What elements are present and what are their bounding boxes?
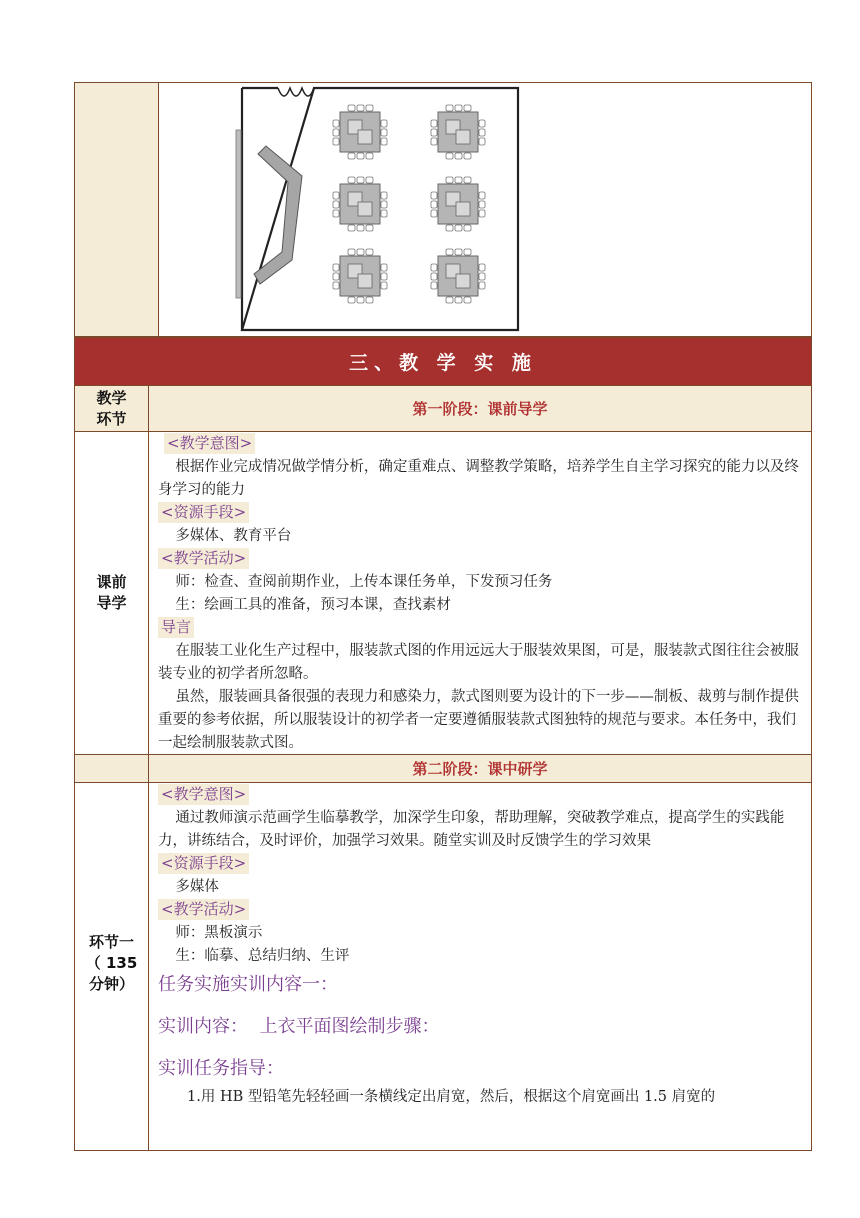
row2-resource-text: 多媒体 <box>175 879 219 895</box>
border-after-stage2 <box>75 782 811 783</box>
border-after-banner <box>75 385 811 386</box>
classroom-layout-diagram <box>230 84 530 336</box>
header-row-label <box>75 386 148 431</box>
task-title-2: 实训内容： 上衣平面图绘制步骤： <box>158 1016 440 1037</box>
row1-label <box>75 572 148 614</box>
step-1-text: 1.用 HB 型铅笔先轻轻画一条横线定出肩宽，然后，根据这个肩宽画出 1.5 肩宽的 <box>187 1089 716 1105</box>
row2-student-text: 生：临摹、总结归纳、生评 <box>175 948 350 964</box>
border-right <box>811 82 812 1151</box>
row2-resource-tag: <资源手段> <box>158 853 249 874</box>
border-after-header <box>75 431 811 432</box>
row2-label-line1: 环节一 <box>88 933 134 951</box>
row2-label <box>75 932 148 995</box>
row1-intro-p1: 在服装工业化生产过程中，服装款式图的作用远远大于服装效果图，可是，服装款式图往往会被服装专业的初学者所忽略。 <box>158 643 799 682</box>
task-title-3: 实训任务指导： <box>158 1058 284 1079</box>
row1-intro-tag: 导言 <box>158 617 194 638</box>
desk-cluster <box>333 249 387 303</box>
row1-activity-tag: <教学活动> <box>158 548 249 569</box>
row2-intent-tag: <教学意图> <box>158 784 249 805</box>
border-top-row-divider <box>158 82 159 336</box>
desk-cluster <box>431 177 485 231</box>
section-title-banner: 三、教 学 实 施 <box>75 337 811 385</box>
border-col-divider <box>148 386 149 1151</box>
row2-intent-text: 通过教师演示范画学生临摹教学，加深学生印象，帮助理解，突破教学难点，提高学生的实践能力，讲练结合，及时评价，加强学习效果。随堂实训及时反馈学生的学习效果 <box>158 810 785 849</box>
row2-teacher-text: 师：黑板演示 <box>175 925 263 941</box>
header-label-line2: 环节 <box>96 410 127 428</box>
border-bottom <box>75 1150 811 1151</box>
row1-teacher-text: 师：检查、查阅前期作业，上传本课任务单，下发预习任务 <box>175 574 553 590</box>
row2-label-line3: 分钟） <box>88 975 134 993</box>
row1-student-text: 生：绘画工具的准备，预习本课，查找素材 <box>175 597 451 613</box>
task-title-1: 任务实施实训内容一： <box>158 974 338 995</box>
stage-two-label-cell <box>75 754 148 782</box>
row1-intent-tag: <教学意图> <box>164 433 255 454</box>
row1-label-line2: 导学 <box>96 594 127 612</box>
row2-label-line2: （ 135 <box>85 954 138 972</box>
desk-cluster <box>431 249 485 303</box>
stage-two-title: 第二阶段：课中研学 <box>149 754 811 782</box>
border-top <box>75 82 811 83</box>
row1-intent-text: 根据作业完成情况做学情分析，确定重难点、调整教学策略，培养学生自主学习探究的能力以及终身学习的能力 <box>158 459 799 498</box>
row2-content <box>158 784 806 1109</box>
desk-cluster <box>333 105 387 159</box>
top-row-label-cell <box>75 82 158 336</box>
row1-resource-text: 多媒体、教育平台 <box>175 528 292 544</box>
stage-one-title: 第一阶段：课前导学 <box>149 386 811 431</box>
row1-label-line1: 课前 <box>96 573 127 591</box>
row2-activity-tag: <教学活动> <box>158 899 249 920</box>
border-before-stage2 <box>75 754 811 755</box>
border-left <box>74 82 75 1151</box>
header-label-line1: 教学 <box>96 389 127 407</box>
desk-cluster <box>333 177 387 231</box>
desk-cluster <box>431 105 485 159</box>
row1-content <box>158 433 806 755</box>
row1-intro-p2: 虽然，服装画具备很强的表现力和感染力，款式图则要为设计的下一步——制板、裁剪与制作提供重要的参考依据，所以服装设计的初学者一定要遵循服装款式图独特的规范与要求。本任务中，我们一起绘制服装款式图。 <box>158 689 799 751</box>
row1-resource-tag: <资源手段> <box>158 502 249 523</box>
border-before-banner <box>75 336 811 338</box>
